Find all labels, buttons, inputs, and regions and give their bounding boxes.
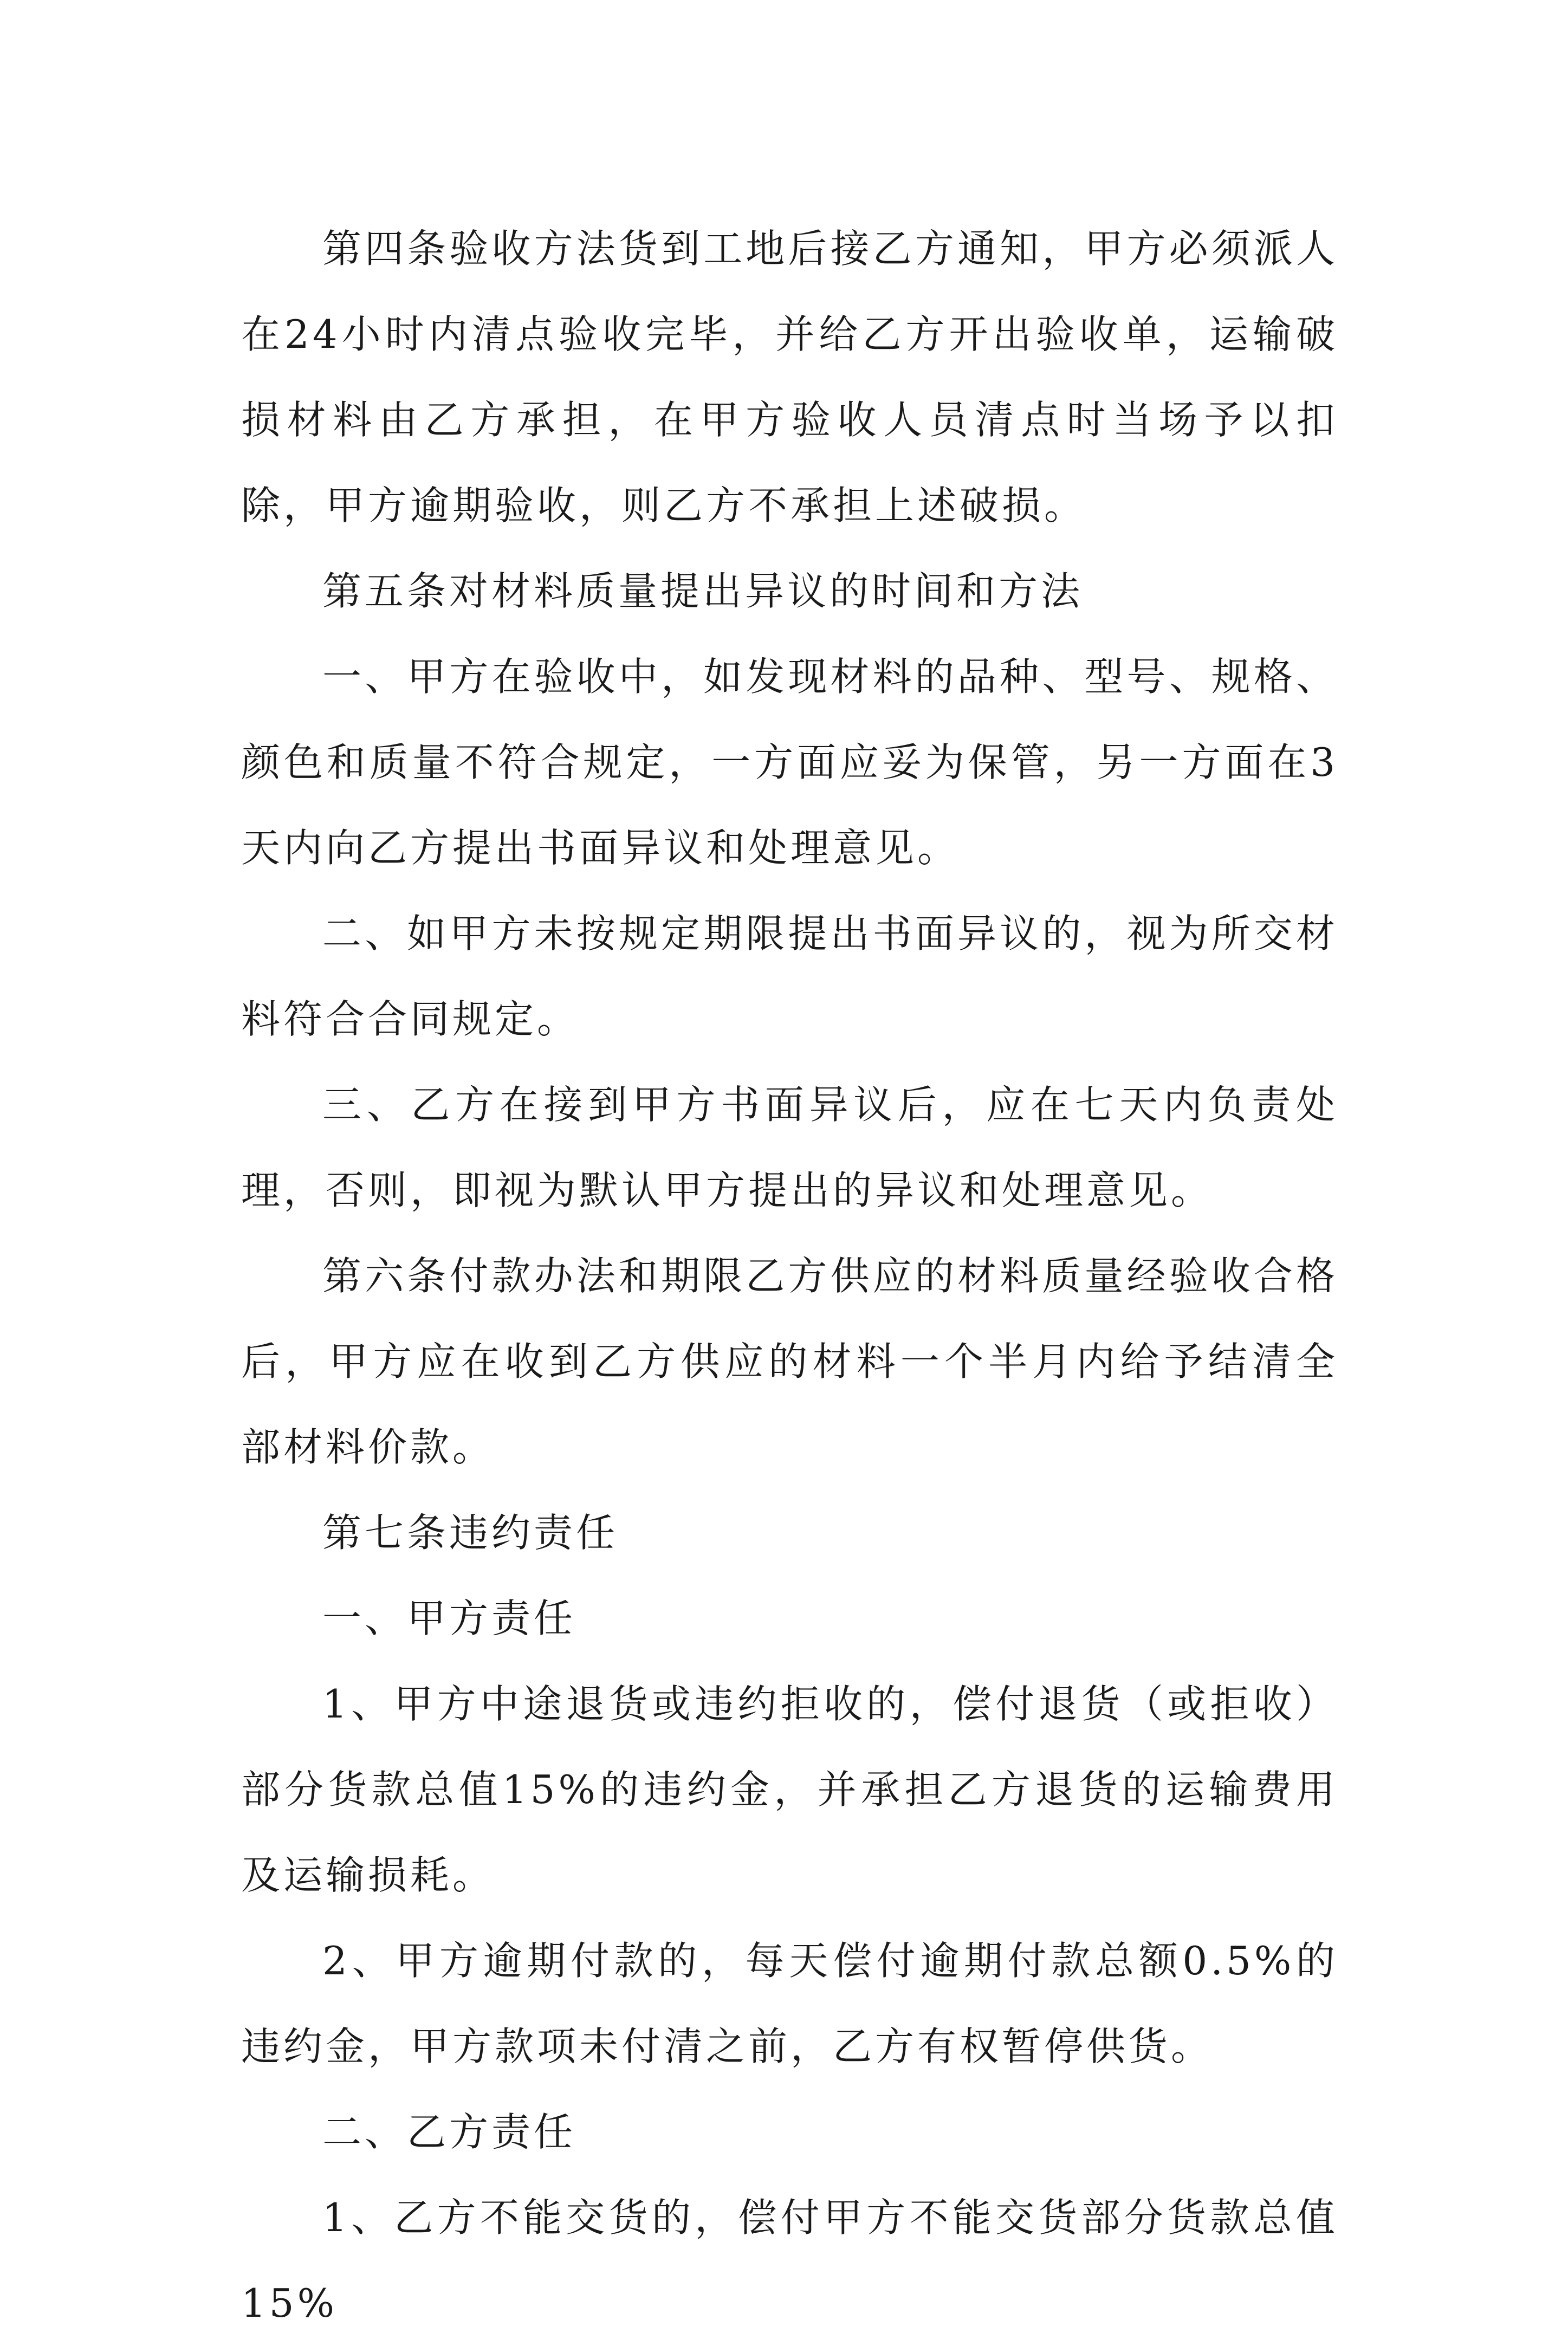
article-7-heading: 第七条违约责任 <box>322 1510 619 1556</box>
document-page <box>241 206 1338 2346</box>
article-5-clause-3: 三、乙方在接到甲方书面异议后，应在七天内负责处理，否则，即视为默认甲方提出的异议和处理意见。 <box>241 1082 1338 1213</box>
party-a-liability-item-1: 1、甲方中途退货或违约拒收的，偿付退货（或拒收）部分货款总值15%的违约金，并承担乙方退货的运输费用及运输损耗。 <box>241 1681 1338 1898</box>
party-a-liability-heading: 一、甲方责任 <box>322 1596 576 1641</box>
party-b-liability-heading: 二、乙方责任 <box>322 2109 576 2155</box>
article-4-acceptance: 第四条验收方法货到工地后接乙方通知，甲方必须派人在24小时内清点验收完毕，并给乙方开出验收单，运输破损材料由乙方承担，在甲方验收人员清点时当场予以扣除，甲方逾期验收，则乙方不承担上述破损。 <box>241 226 1338 528</box>
article-5-heading: 第五条对材料质量提出异议的时间和方法 <box>322 568 1084 614</box>
article-5-clause-1: 一、甲方在验收中，如发现材料的品种、型号、规格、颜色和质量不符合规定，一方面应妥为保管，另一方面在3天内向乙方提出书面异议和处理意见。 <box>241 654 1338 871</box>
party-a-liability-item-2: 2、甲方逾期付款的，每天偿付逾期付款总额0.5%的违约金，甲方款项未付清之前，乙方有权暂停供货。 <box>241 1938 1338 2069</box>
article-6-payment: 第六条付款办法和期限乙方供应的材料质量经验收合格后，甲方应在收到乙方供应的材料一个半月内给予结清全部材料价款。 <box>241 1253 1338 1470</box>
party-b-liability-item-1: 1、乙方不能交货的，偿付甲方不能交货部分货款总值15% <box>241 2195 1338 2326</box>
article-5-clause-2: 二、如甲方未按规定期限提出书面异议的，视为所交材料符合合同规定。 <box>241 911 1338 1042</box>
